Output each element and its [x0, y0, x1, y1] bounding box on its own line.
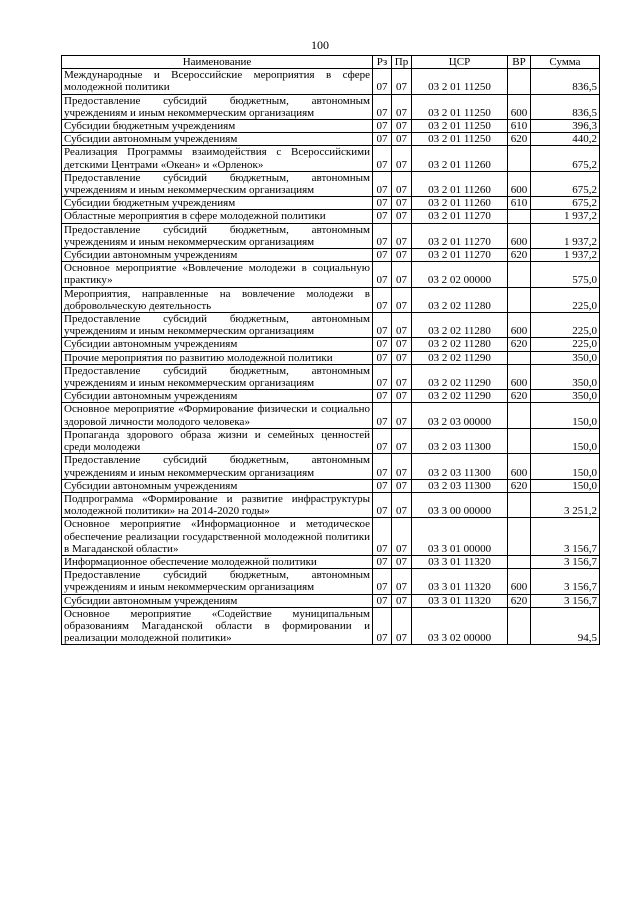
cell-sum: 3 156,7 — [531, 569, 600, 594]
cell-pr: 07 — [392, 403, 412, 428]
cell-sum: 675,2 — [531, 171, 600, 196]
cell-rz: 07 — [373, 555, 392, 568]
cell-pr: 07 — [392, 555, 412, 568]
cell-name: Основное мероприятие «Вовлечение молодежи в социальную практику» — [62, 262, 373, 287]
cell-sum: 675,2 — [531, 146, 600, 171]
header-sum: Сумма — [531, 56, 600, 69]
cell-csr: 03 2 01 11260 — [412, 146, 508, 171]
cell-csr: 03 2 01 11250 — [412, 133, 508, 146]
cell-rz: 07 — [373, 69, 392, 94]
cell-pr: 07 — [392, 351, 412, 364]
cell-rz: 07 — [373, 249, 392, 262]
cell-sum: 225,0 — [531, 287, 600, 312]
cell-rz: 07 — [373, 364, 392, 389]
cell-pr: 07 — [392, 338, 412, 351]
cell-sum: 675,2 — [531, 197, 600, 210]
cell-rz: 07 — [373, 390, 392, 403]
cell-vr: 600 — [508, 223, 531, 248]
cell-rz: 07 — [373, 197, 392, 210]
cell-name: Предоставление субсидий бюджетным, автономным учреждениям и иным некоммерческим организациям — [62, 313, 373, 338]
table-header-row — [62, 56, 600, 69]
cell-rz: 07 — [373, 287, 392, 312]
cell-sum: 3 156,7 — [531, 518, 600, 556]
cell-rz: 07 — [373, 518, 392, 556]
cell-csr: 03 2 01 11270 — [412, 210, 508, 223]
cell-csr: 03 2 03 11300 — [412, 428, 508, 453]
cell-vr: 600 — [508, 313, 531, 338]
table-row — [62, 351, 600, 364]
cell-rz: 07 — [373, 569, 392, 594]
cell-vr: 600 — [508, 454, 531, 479]
cell-csr: 03 2 01 11260 — [412, 171, 508, 196]
header-pr: Пр — [392, 56, 412, 69]
cell-rz: 07 — [373, 403, 392, 428]
cell-vr: 620 — [508, 338, 531, 351]
table-row — [62, 133, 600, 146]
cell-rz: 07 — [373, 223, 392, 248]
cell-name: Международные и Всероссийские мероприятия в сфере молодежной политики — [62, 69, 373, 94]
table-row — [62, 607, 600, 645]
cell-pr: 07 — [392, 594, 412, 607]
cell-name: Областные мероприятия в сфере молодежной политики — [62, 210, 373, 223]
cell-csr: 03 2 01 11270 — [412, 223, 508, 248]
cell-pr: 07 — [392, 197, 412, 210]
cell-vr — [508, 262, 531, 287]
cell-csr: 03 2 02 11290 — [412, 390, 508, 403]
cell-vr: 620 — [508, 390, 531, 403]
cell-name: Предоставление субсидий бюджетным, автономным учреждениям и иным некоммерческим организациям — [62, 569, 373, 594]
table-row — [62, 146, 600, 171]
cell-rz: 07 — [373, 313, 392, 338]
cell-csr: 03 3 00 00000 — [412, 492, 508, 517]
cell-pr: 07 — [392, 607, 412, 645]
cell-pr: 07 — [392, 390, 412, 403]
cell-name: Информационное обеспечение молодежной политики — [62, 555, 373, 568]
cell-pr: 07 — [392, 223, 412, 248]
cell-name: Предоставление субсидий бюджетным, автономным учреждениям и иным некоммерческим организациям — [62, 171, 373, 196]
cell-csr: 03 2 02 11290 — [412, 351, 508, 364]
cell-pr: 07 — [392, 249, 412, 262]
cell-csr: 03 3 02 00000 — [412, 607, 508, 645]
table-row — [62, 197, 600, 210]
cell-sum: 150,0 — [531, 454, 600, 479]
table-row — [62, 364, 600, 389]
table-row — [62, 569, 600, 594]
table-row — [62, 94, 600, 119]
table-row — [62, 428, 600, 453]
cell-rz: 07 — [373, 120, 392, 133]
cell-vr: 600 — [508, 94, 531, 119]
cell-sum: 350,0 — [531, 364, 600, 389]
cell-vr — [508, 403, 531, 428]
cell-csr: 03 2 03 00000 — [412, 403, 508, 428]
cell-name: Субсидии автономным учреждениям — [62, 479, 373, 492]
cell-vr — [508, 287, 531, 312]
cell-name: Предоставление субсидий бюджетным, автономным учреждениям и иным некоммерческим организациям — [62, 223, 373, 248]
cell-rz: 07 — [373, 262, 392, 287]
cell-vr — [508, 607, 531, 645]
cell-csr: 03 2 03 11300 — [412, 454, 508, 479]
table-row — [62, 390, 600, 403]
table-row — [62, 171, 600, 196]
cell-name: Основное мероприятие «Информационное и методическое обеспечение реализации государственной молодежной политики в Магаданской области» — [62, 518, 373, 556]
cell-sum: 575,0 — [531, 262, 600, 287]
cell-sum: 3 156,7 — [531, 594, 600, 607]
cell-csr: 03 3 01 11320 — [412, 569, 508, 594]
table-row — [62, 338, 600, 351]
cell-rz: 07 — [373, 338, 392, 351]
cell-vr: 620 — [508, 479, 531, 492]
header-rz: Рз — [373, 56, 392, 69]
cell-csr: 03 2 01 11270 — [412, 249, 508, 262]
cell-pr: 07 — [392, 146, 412, 171]
cell-rz: 07 — [373, 594, 392, 607]
cell-csr: 03 2 01 11250 — [412, 94, 508, 119]
table-row — [62, 120, 600, 133]
header-vr: ВР — [508, 56, 531, 69]
header-csr: ЦСР — [412, 56, 508, 69]
header-name: Наименование — [62, 56, 373, 69]
cell-vr — [508, 146, 531, 171]
cell-vr — [508, 428, 531, 453]
cell-csr: 03 2 01 11250 — [412, 69, 508, 94]
cell-vr — [508, 492, 531, 517]
cell-pr: 07 — [392, 313, 412, 338]
cell-csr: 03 2 02 11280 — [412, 313, 508, 338]
cell-pr: 07 — [392, 569, 412, 594]
cell-csr: 03 2 02 11280 — [412, 287, 508, 312]
cell-csr: 03 2 02 11290 — [412, 364, 508, 389]
cell-vr: 600 — [508, 171, 531, 196]
cell-vr: 610 — [508, 197, 531, 210]
cell-name: Субсидии бюджетным учреждениям — [62, 197, 373, 210]
cell-pr: 07 — [392, 69, 412, 94]
table-row — [62, 492, 600, 517]
cell-pr: 07 — [392, 120, 412, 133]
table-row — [62, 210, 600, 223]
cell-name: Субсидии автономным учреждениям — [62, 249, 373, 262]
cell-name: Подпрограмма «Формирование и развитие инфраструктуры молодежной политики» на 2014-2020 годы» — [62, 492, 373, 517]
cell-rz: 07 — [373, 146, 392, 171]
cell-rz: 07 — [373, 428, 392, 453]
table-row — [62, 518, 600, 556]
cell-csr: 03 2 03 11300 — [412, 479, 508, 492]
cell-pr: 07 — [392, 287, 412, 312]
cell-sum: 836,5 — [531, 69, 600, 94]
cell-csr: 03 2 01 11250 — [412, 120, 508, 133]
table-row — [62, 223, 600, 248]
cell-rz: 07 — [373, 171, 392, 196]
cell-sum: 225,0 — [531, 313, 600, 338]
cell-sum: 3 156,7 — [531, 555, 600, 568]
cell-rz: 07 — [373, 607, 392, 645]
cell-pr: 07 — [392, 364, 412, 389]
cell-pr: 07 — [392, 454, 412, 479]
cell-rz: 07 — [373, 351, 392, 364]
cell-rz: 07 — [373, 479, 392, 492]
cell-sum: 350,0 — [531, 390, 600, 403]
cell-pr: 07 — [392, 479, 412, 492]
table-row — [62, 262, 600, 287]
cell-name: Основное мероприятие «Формирование физически и социально здоровой личности молодого человека» — [62, 403, 373, 428]
cell-sum: 225,0 — [531, 338, 600, 351]
cell-rz: 07 — [373, 210, 392, 223]
cell-sum: 150,0 — [531, 428, 600, 453]
cell-name: Субсидии автономным учреждениям — [62, 390, 373, 403]
cell-name: Реализация Программы взаимодействия с Всероссийскими детскими Центрами «Океан» и «Орленок» — [62, 146, 373, 171]
cell-sum: 440,2 — [531, 133, 600, 146]
cell-name: Прочие мероприятия по развитию молодежной политики — [62, 351, 373, 364]
cell-pr: 07 — [392, 428, 412, 453]
cell-pr: 07 — [392, 94, 412, 119]
cell-name: Субсидии автономным учреждениям — [62, 133, 373, 146]
cell-pr: 07 — [392, 262, 412, 287]
cell-sum: 150,0 — [531, 479, 600, 492]
cell-name: Мероприятия, направленные на вовлечение молодежи в добровольческую деятельность — [62, 287, 373, 312]
cell-name: Субсидии автономным учреждениям — [62, 594, 373, 607]
cell-vr: 610 — [508, 120, 531, 133]
cell-pr: 07 — [392, 518, 412, 556]
table-row — [62, 594, 600, 607]
cell-name: Предоставление субсидий бюджетным, автономным учреждениям и иным некоммерческим организациям — [62, 364, 373, 389]
cell-vr — [508, 69, 531, 94]
table-row — [62, 454, 600, 479]
cell-sum: 836,5 — [531, 94, 600, 119]
cell-csr: 03 2 02 11280 — [412, 338, 508, 351]
cell-vr — [508, 351, 531, 364]
cell-csr: 03 3 01 00000 — [412, 518, 508, 556]
cell-name: Предоставление субсидий бюджетным, автономным учреждениям и иным некоммерческим организациям — [62, 94, 373, 119]
cell-pr: 07 — [392, 492, 412, 517]
cell-vr — [508, 518, 531, 556]
budget-table — [61, 55, 600, 645]
cell-name: Пропаганда здорового образа жизни и семейных ценностей среди молодежи — [62, 428, 373, 453]
cell-vr: 620 — [508, 249, 531, 262]
table-row — [62, 313, 600, 338]
cell-sum: 3 251,2 — [531, 492, 600, 517]
cell-sum: 1 937,2 — [531, 223, 600, 248]
cell-pr: 07 — [392, 210, 412, 223]
cell-rz: 07 — [373, 94, 392, 119]
cell-sum: 396,3 — [531, 120, 600, 133]
table-row — [62, 69, 600, 94]
table-row — [62, 479, 600, 492]
cell-rz: 07 — [373, 492, 392, 517]
cell-pr: 07 — [392, 171, 412, 196]
table-row — [62, 249, 600, 262]
cell-sum: 1 937,2 — [531, 210, 600, 223]
cell-pr: 07 — [392, 133, 412, 146]
cell-sum: 150,0 — [531, 403, 600, 428]
cell-vr: 600 — [508, 569, 531, 594]
cell-csr: 03 3 01 11320 — [412, 555, 508, 568]
table-row — [62, 555, 600, 568]
cell-name: Субсидии бюджетным учреждениям — [62, 120, 373, 133]
table-row — [62, 403, 600, 428]
cell-csr: 03 2 01 11260 — [412, 197, 508, 210]
cell-name: Основное мероприятие «Содействие муниципальным образованиям Магаданской области в формировании и реализации молодежной политики» — [62, 607, 373, 645]
cell-rz: 07 — [373, 133, 392, 146]
cell-vr — [508, 210, 531, 223]
cell-vr: 620 — [508, 133, 531, 146]
cell-csr: 03 3 01 11320 — [412, 594, 508, 607]
cell-sum: 350,0 — [531, 351, 600, 364]
cell-vr: 620 — [508, 594, 531, 607]
cell-sum: 1 937,2 — [531, 249, 600, 262]
table-row — [62, 287, 600, 312]
page-number: 100 — [311, 38, 329, 52]
cell-name: Предоставление субсидий бюджетным, автономным учреждениям и иным некоммерческим организациям — [62, 454, 373, 479]
cell-rz: 07 — [373, 454, 392, 479]
cell-vr — [508, 555, 531, 568]
cell-csr: 03 2 02 00000 — [412, 262, 508, 287]
cell-sum: 94,5 — [531, 607, 600, 645]
cell-vr: 600 — [508, 364, 531, 389]
cell-name: Субсидии автономным учреждениям — [62, 338, 373, 351]
